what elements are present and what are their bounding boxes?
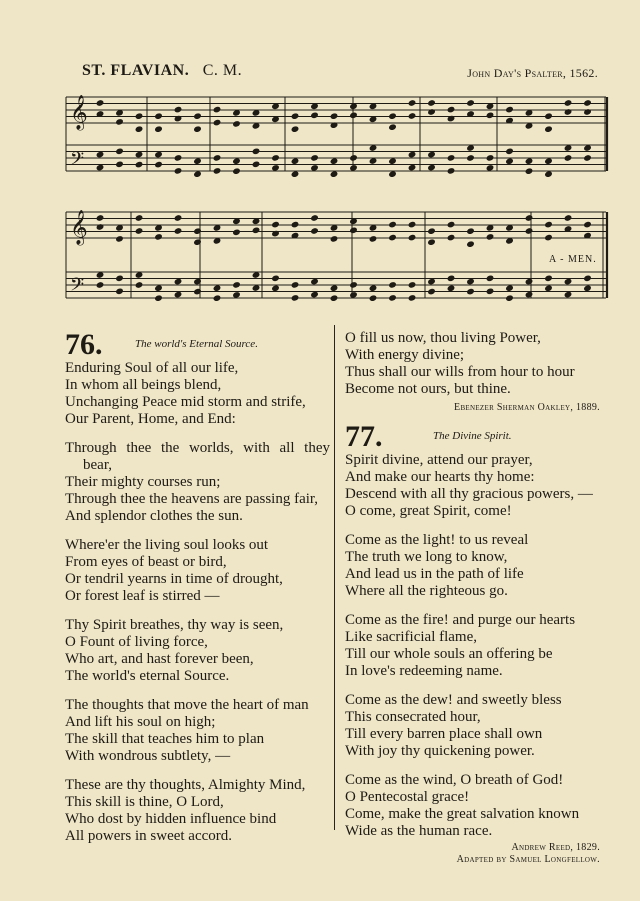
music-note bbox=[154, 125, 163, 133]
stanza bbox=[65, 440, 330, 525]
music-note bbox=[427, 108, 436, 116]
music-note bbox=[564, 154, 573, 162]
music-note bbox=[193, 157, 202, 165]
music-note bbox=[544, 170, 553, 178]
music-note bbox=[174, 115, 183, 123]
music-note bbox=[96, 164, 105, 172]
stanza bbox=[345, 692, 600, 760]
tune-meter: C. M. bbox=[202, 62, 243, 79]
music-note bbox=[408, 221, 417, 229]
music-note bbox=[447, 234, 456, 242]
music-note bbox=[193, 278, 202, 286]
music-note bbox=[310, 154, 319, 162]
music-note bbox=[486, 275, 495, 283]
music-note bbox=[174, 291, 183, 299]
music-note bbox=[427, 164, 436, 172]
music-note bbox=[427, 238, 436, 246]
music-note bbox=[310, 214, 319, 222]
music-note bbox=[291, 221, 300, 229]
music-note bbox=[466, 240, 475, 248]
music-note bbox=[330, 112, 339, 120]
verse-line: With wondrous subtlety, — bbox=[65, 748, 231, 764]
music-note bbox=[115, 118, 124, 126]
verse-line: In love's redeeming name. bbox=[345, 663, 503, 679]
music-note bbox=[193, 238, 202, 246]
music-note bbox=[486, 288, 495, 296]
music-note bbox=[486, 154, 495, 162]
music-note bbox=[486, 164, 495, 172]
stanza bbox=[65, 537, 330, 605]
music-note bbox=[388, 221, 397, 229]
music-note bbox=[174, 154, 183, 162]
music-note bbox=[193, 288, 202, 296]
music-note bbox=[505, 284, 514, 292]
hymn-76-title: The world's Eternal Source. bbox=[135, 338, 258, 350]
verse-line: Till our whole souls an offering be bbox=[345, 646, 553, 662]
music-note bbox=[544, 112, 553, 120]
stanza bbox=[65, 617, 330, 685]
music-note bbox=[466, 227, 475, 235]
music-note bbox=[213, 284, 222, 292]
music-note bbox=[505, 158, 514, 166]
verse-line: The skill that teaches him to plan bbox=[65, 731, 265, 747]
music-note bbox=[564, 291, 573, 299]
music-note bbox=[408, 112, 417, 120]
verse-line: Through thee the heavens are passing fair, bbox=[65, 491, 319, 507]
hymn-77-author: Andrew Reed, 1829. bbox=[511, 842, 600, 853]
music-note bbox=[271, 164, 280, 172]
music-note bbox=[408, 164, 417, 172]
verse-line: Or forest leaf is stirred — bbox=[65, 588, 220, 604]
verse-line: The truth we long to know, bbox=[345, 549, 508, 565]
music-note bbox=[115, 148, 124, 156]
music-note bbox=[388, 281, 397, 289]
music-note bbox=[466, 288, 475, 296]
stanza bbox=[345, 612, 600, 680]
verse-line-continuation: bear, bbox=[83, 457, 112, 473]
music-note bbox=[310, 278, 319, 286]
music-note bbox=[427, 278, 436, 286]
music-note bbox=[154, 112, 163, 120]
music-note bbox=[349, 227, 358, 235]
verse-line: O come, great Spirit, come! bbox=[345, 503, 512, 519]
music-note bbox=[369, 284, 378, 292]
music-note bbox=[447, 275, 456, 283]
verse-line: This skill is thine, O Lord, bbox=[65, 794, 224, 810]
music-note bbox=[310, 291, 319, 299]
music-note bbox=[466, 154, 475, 162]
music-note bbox=[96, 223, 105, 231]
verse-line: Come as the dew! and sweetly bless bbox=[345, 692, 562, 708]
music-note bbox=[96, 214, 105, 222]
verse-line: Who art, and hast forever been, bbox=[65, 651, 254, 667]
left-column bbox=[65, 330, 330, 857]
verse-line: Or tendril yearns in time of drought, bbox=[65, 571, 283, 587]
music-note bbox=[408, 151, 417, 159]
tune-name: ST. FLAVIAN. bbox=[82, 62, 190, 79]
music-note bbox=[154, 284, 163, 292]
verse-line: In whom all beings blend, bbox=[65, 377, 222, 393]
music-note bbox=[408, 99, 417, 107]
verse-line: The thoughts that move the heart of man bbox=[65, 697, 309, 713]
music-note bbox=[525, 278, 534, 286]
verse-line: Become not ours, but thine. bbox=[345, 381, 511, 397]
music-note bbox=[447, 221, 456, 229]
music-note bbox=[544, 157, 553, 165]
verse-line: Where all the righteous go. bbox=[345, 583, 508, 599]
verse-line: With energy divine; bbox=[345, 347, 465, 363]
verse-line: Who dost by hidden influence bind bbox=[65, 811, 277, 827]
stanza bbox=[345, 772, 600, 840]
music-note bbox=[583, 285, 592, 293]
music-note bbox=[525, 291, 534, 299]
music-note bbox=[486, 112, 495, 120]
music-note bbox=[330, 170, 339, 178]
verse-line: Unchanging Peace mid storm and strife, bbox=[65, 394, 306, 410]
music-note bbox=[310, 164, 319, 172]
music-note bbox=[135, 227, 144, 235]
music-note bbox=[291, 157, 300, 165]
music-note bbox=[271, 221, 280, 229]
column-divider bbox=[334, 325, 335, 830]
verse-line: Our Parent, Home, and End: bbox=[65, 411, 236, 427]
music-note bbox=[193, 227, 202, 235]
verse-line: Descend with all thy gracious powers, — bbox=[345, 486, 593, 502]
verse-line: Thus shall our wills from hour to hour bbox=[345, 364, 575, 380]
stanza bbox=[65, 697, 330, 765]
music-note bbox=[330, 294, 339, 302]
music-note bbox=[232, 157, 241, 165]
verse-line: The world's eternal Source. bbox=[65, 668, 230, 684]
music-note bbox=[544, 275, 553, 283]
music-note bbox=[154, 233, 163, 241]
music-note bbox=[96, 281, 105, 289]
music-note bbox=[388, 123, 397, 131]
stanza bbox=[65, 360, 330, 428]
music-note bbox=[466, 278, 475, 286]
music-note bbox=[291, 170, 300, 178]
music-note bbox=[174, 106, 183, 114]
music-note bbox=[115, 288, 124, 296]
music-note bbox=[213, 167, 222, 175]
music-note bbox=[115, 161, 124, 169]
music-note bbox=[271, 285, 280, 293]
music-note bbox=[135, 151, 144, 159]
music-note bbox=[564, 278, 573, 286]
music-note bbox=[154, 151, 163, 159]
verse-line: O Fount of living force, bbox=[65, 634, 208, 650]
hymn-77-heading bbox=[345, 422, 600, 452]
music-note bbox=[96, 151, 105, 159]
verse-line: Enduring Soul of all our life, bbox=[65, 360, 239, 376]
music-note bbox=[525, 167, 534, 175]
music-note bbox=[252, 161, 261, 169]
amen-label: A - MEN. bbox=[549, 254, 597, 265]
music-note bbox=[154, 294, 163, 302]
music-note bbox=[349, 164, 358, 172]
music-note bbox=[330, 235, 339, 243]
music-note bbox=[115, 275, 124, 283]
music-note bbox=[291, 281, 300, 289]
music-note bbox=[447, 167, 456, 175]
music-note bbox=[213, 154, 222, 162]
verse-line: Till every barren place shall own bbox=[345, 726, 543, 742]
music-note bbox=[564, 99, 573, 107]
stanza bbox=[345, 532, 600, 600]
music-note bbox=[525, 157, 534, 165]
verse-line: Through thee the worlds, with all they bbox=[65, 440, 330, 456]
treble-clef-icon: 𝄞 bbox=[70, 95, 88, 130]
music-note bbox=[544, 221, 553, 229]
music-note bbox=[232, 291, 241, 299]
music-note bbox=[174, 227, 183, 235]
music-note bbox=[291, 294, 300, 302]
music-note bbox=[427, 288, 436, 296]
hymn-76-number: 76. bbox=[65, 328, 103, 361]
music-note bbox=[115, 235, 124, 243]
hymn-77-adapter: Adapted by Samuel Longfellow. bbox=[456, 854, 600, 865]
music-note bbox=[369, 294, 378, 302]
verse-line: Like sacrificial flame, bbox=[345, 629, 478, 645]
music-note bbox=[330, 284, 339, 292]
music-note bbox=[291, 125, 300, 133]
hymn-77-title: The Divine Spirit. bbox=[433, 430, 512, 442]
music-note bbox=[310, 227, 319, 235]
verse-line: Come, make the great salvation known bbox=[345, 806, 580, 822]
music-note bbox=[271, 275, 280, 283]
music-note bbox=[583, 99, 592, 107]
verse-line: Spirit divine, attend our prayer, bbox=[345, 452, 533, 468]
music-note bbox=[252, 227, 261, 235]
verse-line: All powers in sweet accord. bbox=[65, 828, 233, 844]
verse-line: And lead us in the path of life bbox=[345, 566, 524, 582]
music-note bbox=[174, 167, 183, 175]
stanza bbox=[345, 452, 600, 520]
music-note bbox=[193, 112, 202, 120]
verse-line: Their mighty courses run; bbox=[65, 474, 221, 490]
music-note bbox=[544, 285, 553, 293]
music-note bbox=[310, 112, 319, 120]
music-note bbox=[232, 281, 241, 289]
music-note bbox=[135, 125, 144, 133]
music-note bbox=[427, 99, 436, 107]
music-note bbox=[564, 214, 573, 222]
hymn-76-heading bbox=[65, 330, 330, 360]
verse-line: O Pentecostal grace! bbox=[345, 789, 470, 805]
music-note bbox=[388, 170, 397, 178]
music-note bbox=[505, 294, 514, 302]
music-note bbox=[486, 233, 495, 241]
music-note bbox=[447, 154, 456, 162]
bass-clef-icon: 𝄢 bbox=[70, 149, 85, 174]
verse-line: This consecrated hour, bbox=[345, 709, 481, 725]
music-note bbox=[427, 227, 436, 235]
music-note bbox=[193, 125, 202, 133]
music-note bbox=[213, 106, 222, 114]
music-note bbox=[466, 99, 475, 107]
verse-line: These are thy thoughts, Almighty Mind, bbox=[65, 777, 306, 793]
music-score bbox=[0, 0, 640, 330]
music-note bbox=[232, 167, 241, 175]
tune-source: John Day's Psalter, 1562. bbox=[467, 66, 598, 80]
stanza bbox=[345, 330, 600, 398]
music-note bbox=[564, 108, 573, 116]
music-note bbox=[271, 154, 280, 162]
music-note bbox=[583, 275, 592, 283]
music-note bbox=[193, 170, 202, 178]
music-note bbox=[232, 229, 241, 237]
verse-line: Wide as the human race. bbox=[345, 823, 493, 839]
music-note bbox=[213, 119, 222, 127]
music-note bbox=[388, 157, 397, 165]
music-note bbox=[213, 294, 222, 302]
verse-line: Where'er the living soul looks out bbox=[65, 537, 269, 553]
music-note bbox=[174, 214, 183, 222]
music-note bbox=[96, 99, 105, 107]
music-note bbox=[525, 227, 534, 235]
bass-clef-icon: 𝄢 bbox=[70, 275, 85, 300]
stanza bbox=[65, 777, 330, 845]
music-note bbox=[232, 120, 241, 128]
music-note bbox=[349, 154, 358, 162]
music-note bbox=[505, 148, 514, 156]
music-note bbox=[135, 112, 144, 120]
music-note bbox=[369, 235, 378, 243]
music-note bbox=[447, 115, 456, 123]
music-note bbox=[447, 106, 456, 114]
music-note bbox=[408, 294, 417, 302]
music-note bbox=[330, 157, 339, 165]
verse-line: And splendor clothes the sun. bbox=[65, 508, 243, 524]
music-note bbox=[505, 106, 514, 114]
hymn-77-number: 77. bbox=[345, 420, 383, 453]
music-note bbox=[583, 221, 592, 229]
music-note bbox=[154, 161, 163, 169]
verse-line: Come as the fire! and purge our hearts bbox=[345, 612, 576, 628]
music-note bbox=[174, 278, 183, 286]
music-note bbox=[349, 112, 358, 120]
verse-line: Come as the light! to us reveal bbox=[345, 532, 529, 548]
music-note bbox=[408, 234, 417, 242]
verse-line: O fill us now, thou living Power, bbox=[345, 330, 541, 346]
verse-line: With joy thy quickening power. bbox=[345, 743, 535, 759]
music-note bbox=[544, 234, 553, 242]
music-note bbox=[408, 281, 417, 289]
music-note bbox=[525, 214, 534, 222]
verse-line: And lift his soul on high; bbox=[65, 714, 216, 730]
music-note bbox=[583, 154, 592, 162]
music-note bbox=[349, 291, 358, 299]
treble-clef-icon: 𝄞 bbox=[70, 210, 88, 245]
music-note bbox=[388, 112, 397, 120]
hymn-76-author: Ebenezer Sherman Oakley, 1889. bbox=[454, 402, 600, 413]
verse-line: And make our hearts thy home: bbox=[345, 469, 535, 485]
music-note bbox=[135, 214, 144, 222]
music-note bbox=[252, 148, 261, 156]
music-note bbox=[349, 281, 358, 289]
music-note bbox=[271, 230, 280, 238]
verse-line: Come as the wind, O breath of God! bbox=[345, 772, 564, 788]
music-note bbox=[135, 281, 144, 289]
music-note bbox=[544, 125, 553, 133]
verse-line: Thy Spirit breathes, thy way is seen, bbox=[65, 617, 284, 633]
music-note bbox=[388, 294, 397, 302]
right-column bbox=[345, 330, 600, 866]
music-note bbox=[583, 108, 592, 116]
music-note bbox=[291, 112, 300, 120]
verse-line: From eyes of beast or bird, bbox=[65, 554, 227, 570]
music-note bbox=[388, 234, 397, 242]
music-note bbox=[427, 151, 436, 159]
music-note bbox=[135, 161, 144, 169]
music-note bbox=[447, 285, 456, 293]
